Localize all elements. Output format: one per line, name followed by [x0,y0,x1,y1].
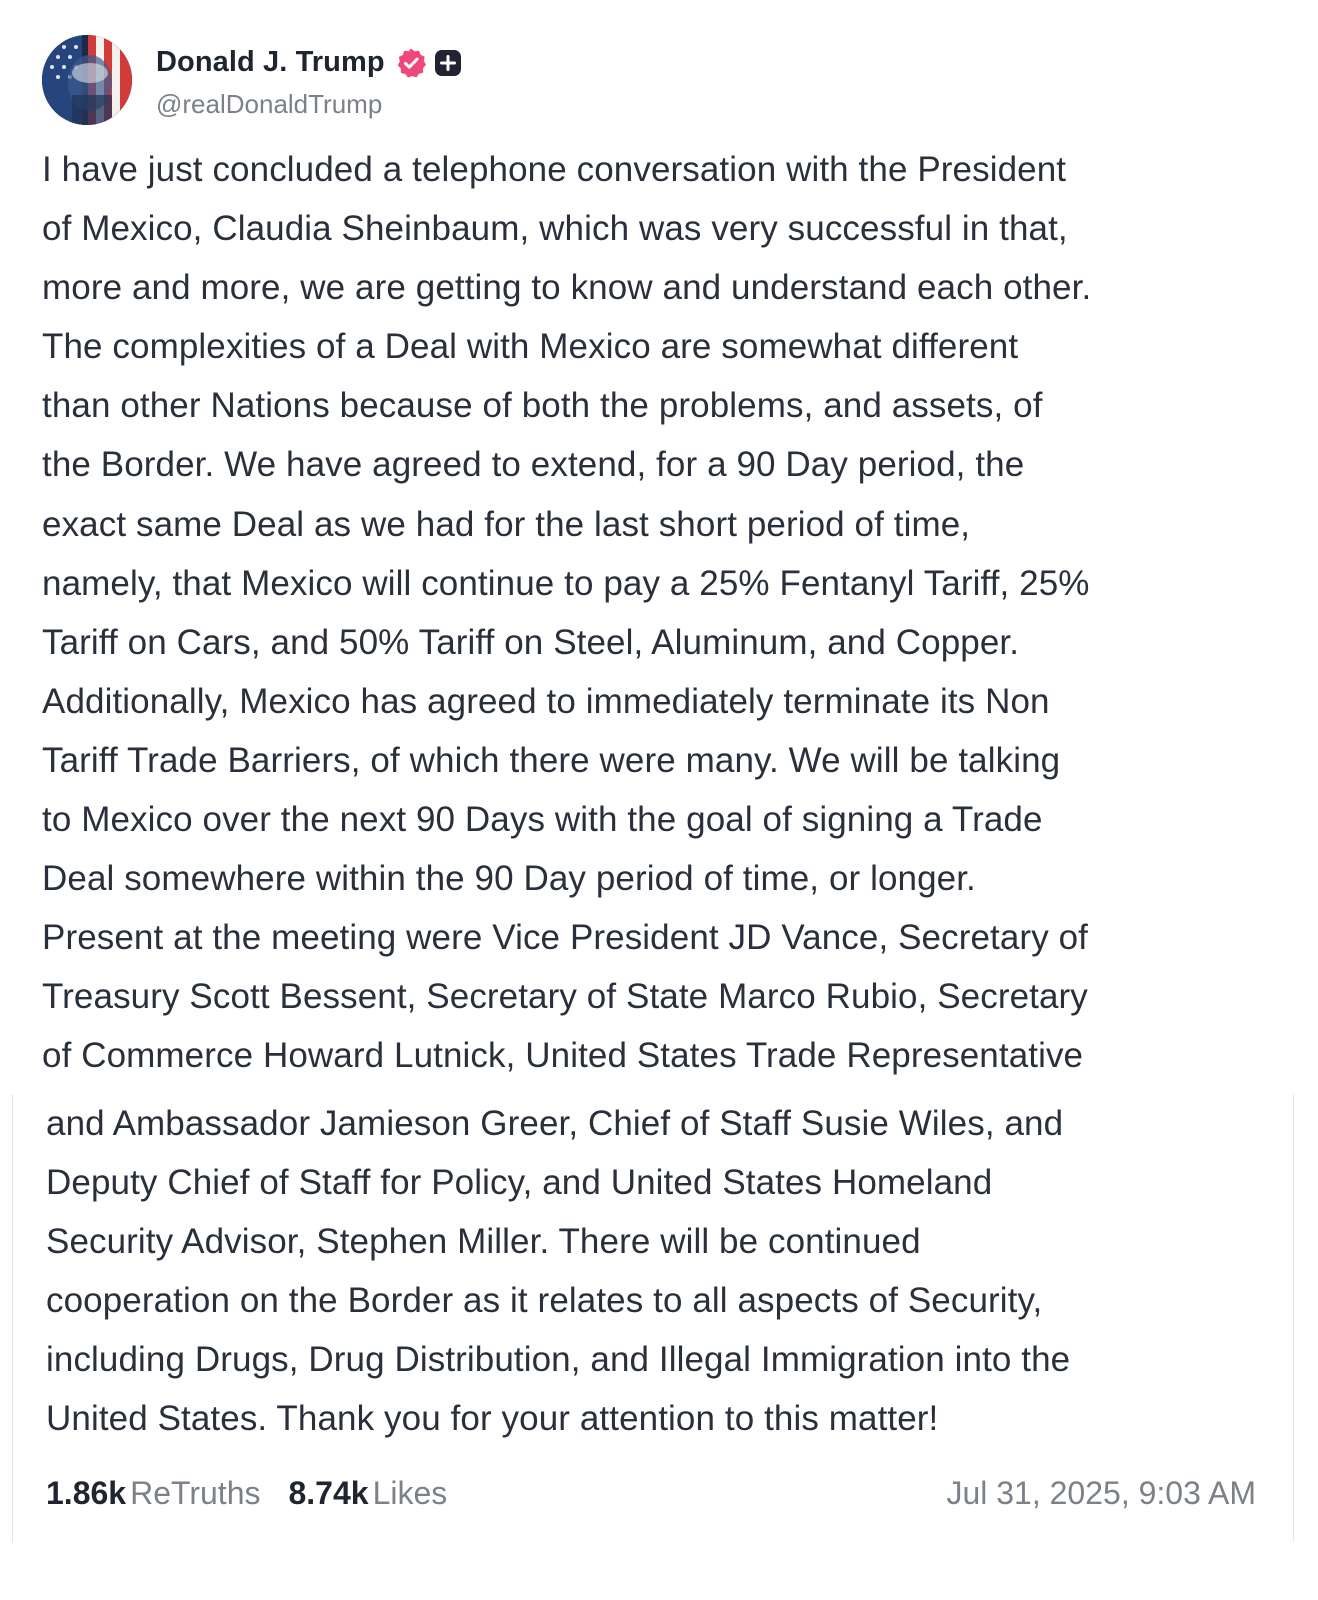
retruths-label: ReTruths [130,1474,261,1511]
verified-badge-icon [395,47,427,79]
avatar[interactable] [42,35,132,125]
likes-label: Likes [372,1474,448,1511]
author-handle[interactable]: @realDonaldTrump [156,88,383,119]
author-display-name[interactable]: Donald J. Trump [156,46,385,78]
avatar-image [42,35,132,125]
likes-stat[interactable] [288,1475,447,1512]
post-footer [46,1468,1256,1518]
author-identity [156,41,463,120]
post-body-text-continued: and Ambassador Jamieson Greer, Chief of Staff Susie Wiles, and Deputy Chief of Staff for Policy, and United States Homeland Security Advisor, Stephen Miller. There will be continued cooperation on the Border as it relates to all aspects of Security, including Drugs, Drug Distribution, and Illegal Immigration into the United States. Thank you for your attention to this matter! [46,1104,1071,1439]
likes-count: 8.74k [288,1474,369,1511]
retruths-count: 1.86k [46,1474,127,1511]
name-row [156,41,463,85]
plus-square-icon [433,48,463,78]
post-header [42,32,463,128]
post-body-text: I have just concluded a telephone conversation with the President of Mexico, Claudia Sheinbaum, which was very successful in that, more and more, we are getting to know and understand each other. The complexities of a Deal with Mexico are somewhat different than other Nations because of both the problems, and assets, of the Border. We have agreed to extend, for a 90 Day period, the exact same Deal as we had for the last short period of time, namely, that Mexico will continue to pay a 25% Fentanyl Tariff, 25% Tariff on Cars, and 50% Tariff on Steel, Aluminum, and Copper. Additionally, Mexico has agreed to immediately terminate its Non Tariff Trade Barriers, of which there were many. We will be talking to Mexico over the next 90 Days with the goal of signing a Trade Deal somewhere within the 90 Day period of time, or longer. Present at the meeting were Vice President JD Vance, Secretary of Treasury Scott Bessent, Secretary of State Marco Rubio, Secretary of Commerce Howard Lutnick, United States Trade Representative [42,150,1092,1076]
retruths-stat[interactable] [46,1475,260,1512]
post-timestamp[interactable]: Jul 31, 2025, 9:03 AM [946,1474,1256,1511]
